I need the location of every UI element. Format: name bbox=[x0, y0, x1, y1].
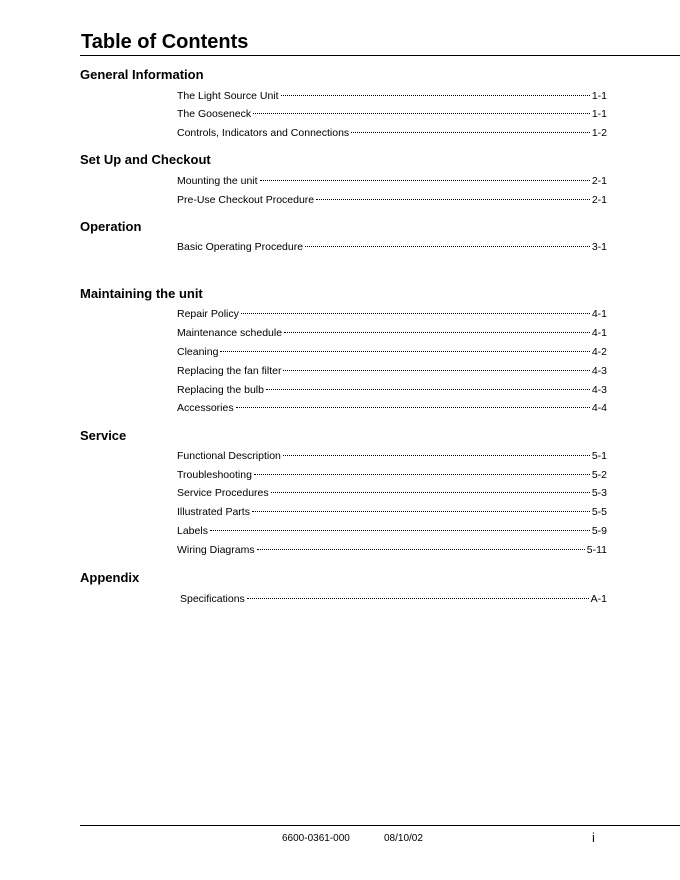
toc-entry-page: 5-11 bbox=[586, 544, 607, 556]
toc-entry[interactable] bbox=[177, 449, 607, 463]
dot-leader bbox=[220, 351, 589, 352]
toc-entry[interactable] bbox=[177, 364, 607, 378]
toc-entry[interactable] bbox=[177, 126, 607, 140]
toc-entry-label: Replacing the bulb bbox=[177, 384, 264, 396]
toc-entry-label: Functional Description bbox=[177, 450, 281, 462]
toc-entry[interactable] bbox=[177, 468, 607, 482]
section-heading-service: Service bbox=[80, 428, 127, 443]
toc-entry-label: Replacing the fan filter bbox=[177, 365, 282, 377]
toc-entry-page: 5-2 bbox=[591, 469, 607, 481]
footer-page-number: i bbox=[592, 830, 595, 845]
page-title: Table of Contents bbox=[81, 31, 249, 53]
toc-entry-label: The Gooseneck bbox=[177, 108, 252, 120]
toc-entry-label: Cleaning bbox=[177, 346, 219, 358]
dot-leader bbox=[283, 455, 590, 456]
toc-entry[interactable] bbox=[177, 307, 607, 321]
toc-entry-page: 4-2 bbox=[591, 346, 607, 358]
dot-leader bbox=[305, 246, 590, 247]
dot-leader bbox=[254, 474, 590, 475]
toc-entry[interactable] bbox=[177, 505, 607, 519]
toc-entry-label: The Light Source Unit bbox=[177, 90, 279, 102]
toc-entry[interactable] bbox=[180, 592, 607, 606]
toc-entry-label: Specifications bbox=[180, 593, 245, 605]
section-heading-maintaining-the-unit: Maintaining the unit bbox=[80, 286, 203, 301]
toc-entry-label: Wiring Diagrams bbox=[177, 544, 255, 556]
section-heading-appendix: Appendix bbox=[80, 570, 140, 585]
toc-entry[interactable] bbox=[177, 383, 607, 397]
toc-entry-page: 4-1 bbox=[591, 308, 607, 320]
toc-entry-page: 5-9 bbox=[591, 525, 607, 537]
toc-entry-page: 1-1 bbox=[591, 108, 607, 120]
toc-entry-label: Basic Operating Procedure bbox=[177, 241, 304, 253]
toc-entry-label: Maintenance schedule bbox=[177, 327, 283, 339]
toc-entry-label: Controls, Indicators and Connections bbox=[177, 127, 350, 139]
toc-entry[interactable] bbox=[177, 107, 607, 121]
toc-entry[interactable] bbox=[177, 524, 607, 538]
toc-entry-page: 2-1 bbox=[591, 175, 607, 187]
toc-entry[interactable] bbox=[177, 174, 607, 188]
toc-entry[interactable] bbox=[177, 345, 607, 359]
toc-entry-page: A-1 bbox=[590, 593, 607, 605]
toc-entry[interactable] bbox=[177, 89, 607, 103]
footer-divider bbox=[80, 825, 680, 826]
toc-entry-page: 2-1 bbox=[591, 194, 607, 206]
dot-leader bbox=[252, 511, 590, 512]
toc-entry-page: 5-3 bbox=[591, 487, 607, 499]
toc-entry-page: 4-1 bbox=[591, 327, 607, 339]
toc-entry-page: 1-1 bbox=[591, 90, 607, 102]
toc-entry-label: Troubleshooting bbox=[177, 469, 252, 481]
dot-leader bbox=[316, 199, 590, 200]
toc-entry[interactable] bbox=[177, 486, 607, 500]
toc-entry[interactable] bbox=[177, 543, 607, 557]
dot-leader bbox=[257, 549, 585, 550]
dot-leader bbox=[210, 530, 590, 531]
section-heading-operation: Operation bbox=[80, 219, 142, 234]
dot-leader bbox=[266, 389, 590, 390]
toc-entry-label: Labels bbox=[177, 525, 208, 537]
toc-entry[interactable] bbox=[177, 401, 607, 415]
dot-leader bbox=[247, 598, 589, 599]
toc-entry[interactable] bbox=[177, 240, 607, 254]
dot-leader bbox=[236, 407, 590, 408]
toc-entry-label: Illustrated Parts bbox=[177, 506, 250, 518]
toc-entry-label: Service Procedures bbox=[177, 487, 269, 499]
toc-entry-label: Repair Policy bbox=[177, 308, 239, 320]
dot-leader bbox=[241, 313, 590, 314]
toc-entry-page: 3-1 bbox=[591, 241, 607, 253]
toc-entry-label: Accessories bbox=[177, 402, 234, 414]
toc-entry-page: 1-2 bbox=[591, 127, 607, 139]
title-divider bbox=[80, 55, 680, 56]
dot-leader bbox=[260, 180, 590, 181]
dot-leader bbox=[283, 370, 589, 371]
toc-entry-page: 5-5 bbox=[591, 506, 607, 518]
dot-leader bbox=[271, 492, 590, 493]
toc-entry[interactable] bbox=[177, 193, 607, 207]
toc-entry-page: 4-3 bbox=[591, 365, 607, 377]
toc-entry[interactable] bbox=[177, 326, 607, 340]
dot-leader bbox=[253, 113, 590, 114]
section-heading-general-information: General Information bbox=[80, 67, 204, 82]
toc-entry-page: 4-3 bbox=[591, 384, 607, 396]
section-heading-set-up-and-checkout: Set Up and Checkout bbox=[80, 152, 211, 167]
toc-entry-page: 4-4 bbox=[591, 402, 607, 414]
footer-doc-number: 6600-0361-000 bbox=[282, 833, 350, 844]
footer-date: 08/10/02 bbox=[384, 833, 423, 844]
dot-leader bbox=[284, 332, 590, 333]
toc-entry-label: Mounting the unit bbox=[177, 175, 258, 187]
toc-entry-page: 5-1 bbox=[591, 450, 607, 462]
toc-entry-label: Pre-Use Checkout Procedure bbox=[177, 194, 315, 206]
dot-leader bbox=[351, 132, 590, 133]
dot-leader bbox=[281, 95, 590, 96]
